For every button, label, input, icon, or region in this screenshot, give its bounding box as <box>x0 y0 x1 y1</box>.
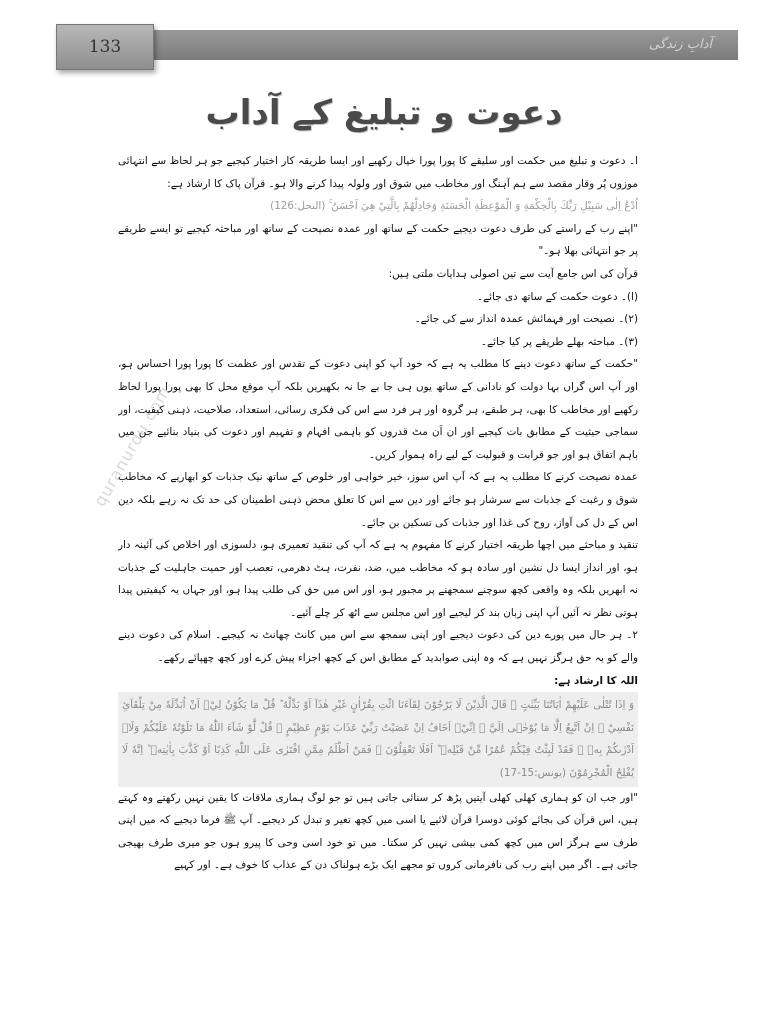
paragraph-hikmat: "حکمت کے ساتھ دعوت دینے کا مطلب یہ ہے کہ خود آپ کو اپنی دعوت کے تقدس اور عظمت کا پورا پورا احساس ہو، اور آپ اس گراں بہا دولت کو نادانی کے ساتھ یوں ہی جا بے جا نہ بکھیریں بلکہ آپ موقع محل کا بھی پورا پورا لحاظ رکھیے اور مخاطب کا بھی، ہر طبقے، ہر گروہ اور ہر فرد سے اس کی فکری رسائی، استعداد، صلاحیت، ذہنی کیفیت، اور سماجی حیثیت کے مطابق بات کیجیے اور ان اَن مٹ قدروں کو باہمی افہام و تفہیم اور دعوت کی بنیاد بنائیے جن میں باہم اتفاق ہو اور جو قرابت و قبولیت کے لیے راہ ہموار کریں۔ <box>118 358 638 461</box>
paragraph-1: ا۔ دعوت و تبلیغ میں حکمت اور سلیقے کا پورا پورا خیال رکھیے اور ایسا طریقہ کار اختیار کیجیے جو ہر لحاظ سے انتہائی موزوں پُر وقار مقصد سے ہم آہنگ اور مخاطب میں شوق اور ولولہ پیدا کرنے والا ہو۔ قرآن پاک کا ارشاد ہے: <box>118 155 638 190</box>
running-header-caption: آدابِ زندگی <box>648 37 712 52</box>
paragraph-irshad: اللہ کا ارشاد ہے: <box>554 674 638 687</box>
page-number: 133 <box>88 37 122 57</box>
paragraph-3: قرآن کی اس جامع آیت سے تین اصولی ہدایات ملتی ہیں: <box>388 267 638 280</box>
quran-verse-1: اُدْعُ اِلٰى سَبِيْلِ رَبِّكَ بِالْحِكْمَةِ وَ الْمَوْعِظَةِ الْحَسَنَةِ وَجَادِلْهُمْ بِالَّتِيْ هِيَ اَحْسَنُ ۚ (النحل:126) <box>270 200 638 213</box>
list-item-2: (۲)۔ نصیحت اور فہمائش عمدہ انداز سے کی جائے۔ <box>414 313 638 326</box>
paragraph-mubahisa: تنقید و مباحثے میں اچھا طریقہ اختیار کرنے کا مفہوم یہ ہے کہ آپ کی تنقید تعمیری ہو، دلسوزی اور اخلاص کی آئینہ دار ہو، اور انداز ایسا دل نشین اور سادہ ہو کہ مخاطب میں، ضد، نفرت، ہٹ دھرمی، تعصب اور حمیت جاہلیت کے جذبات نہ ابھریں بلکہ وہ واقعی کچھ سوچنے سمجھنے پر مجبور ہو، اور اس میں حق کی طلب پیدا ہو، اور جہاں یہ کیفیتیں پیدا ہوتی نظر نہ آئیں آپ اپنی زبان بند کر لیجیے اور اس مجلس سے اٹھ کر چلے آئیے۔ <box>118 539 638 619</box>
list-item-3: (۳)۔ مباحثہ بھلے طریقے پر کیا جائے۔ <box>480 335 638 348</box>
paragraph-2: ۲۔ ہر حال میں پورے دین کی دعوت دیجیے اور اپنی سمجھ سے اس میں کانٹ چھانٹ نہ کیجیے۔ اسلام کی دعوت دینے والے کو یہ حق ہرگز نہیں ہے کہ وہ اپنی صوابدید کے مطابق اس کے کچھ اجزاء پیش کرے اور کچھ چھپائے رکھے۔ <box>118 629 638 665</box>
translation-2: "اور جب ان کو ہماری کھلی کھلی آیتیں پڑھ کر سنائی جاتی ہیں تو جو لوگ ہماری ملاقات کا یقین نہیں رکھتے وہ کہتے ہیں، اس قرآن کی بجائے کوئی دوسرا قرآن لائیے یا اسی میں کچھ تغیر و تبدل کر دیجیے۔ آپ ﷺ فرما دیجیے کہ میں اپنی طرف سے ہرگز اس میں کچھ کمی بیشی نہیں کر سکتا۔ میں تو خود اسی وحی کا پیرو ہوں جو میری طرف بھیجی جاتی ہے۔ اگر میں اپنے رب کی نافرمانی کروں تو مجھے ایک بڑے ہولناک دن کے عذاب کا خوف ہے۔ اور کہیے <box>118 791 638 872</box>
body-text <box>118 150 638 1010</box>
paragraph-nasihat: عمدہ نصیحت کرنے کا مطلب یہ ہے کہ آپ اس سوز، خیر خواہی اور خلوص کے ساتھ نیک جذبات کو ابھاریے کہ مخاطب شوق و رغبت کے جذبات سے سرشار ہو جائے اور دین سے اس کا تعلق محض ذہنی اطمینان کی حد تک نہ رہے بلکہ دین اس کے دل کی آواز، روح کی غذا اور جذبات کی تسکین بن جائے۔ <box>118 471 638 529</box>
list-item-1: (ا)۔ دعوت حکمت کے ساتھ دی جائے۔ <box>476 290 638 303</box>
watermark: quranurdu.com <box>90 382 175 510</box>
quran-verse-2: وَ اِذَا تُتْلٰى عَلَيْهِمْ اٰيَاتُنَا بَيِّنٰتٍ ۙ قَالَ الَّذِيْنَ لَا يَرْجُوْنَ لِقَآءَنَا ائْتِ بِقُرْاٰنٍ غَيْرِ هٰذَآ اَوْ بَدِّلْهُ ؕ قُلْ مَا يَكُوْنُ لِيْۤ اَنْ اُبَدِّلَهٗ مِنْ تِلْقَآئِ نَفْسِيْ ۚ اِنْ اَتَّبِعُ اِلَّا مَا يُوْحٰۤى اِلَيَّ ۚ اِنِّيْۤ اَخَافُ اِنْ عَصَيْتُ رَبِّيْ عَذَابَ يَوْمٍ عَظِيْمٍ ۞ قُلْ لَّوْ شَآءَ اللّٰهُ مَا تَلَوْتُهٗ عَلَيْكُمْ وَلَاۤ اَدْرٰىكُمْ بِهٖ ۖ فَقَدْ لَبِثْتُ فِيْكُمْ عُمُرًا مِّنْ قَبْلِهٖ ؕ اَفَلَا تَعْقِلُوْنَ ۞ فَمَنْ اَظْلَمُ مِمَّنِ افْتَرٰى عَلَى اللّٰهِ كَذِبًا اَوْ كَذَّبَ بِاٰيٰتِهٖ ؕ اِنَّهٗ لَا يُفْلِحُ الْمُجْرِمُوْنَ (یونس:15-17) <box>118 692 638 786</box>
translation-1: "اپنے رب کے راستے کی طرف دعوت دیجیے حکمت کے ساتھ اور عمدہ نصیحت کے ساتھ اور مباحثہ کیجیے تو ایسے طریقے پر جو انتہائی بھلا ہو۔" <box>118 222 638 258</box>
page-title: دعوت و تبلیغ کے آداب <box>205 93 563 133</box>
page-number-box <box>56 24 154 70</box>
